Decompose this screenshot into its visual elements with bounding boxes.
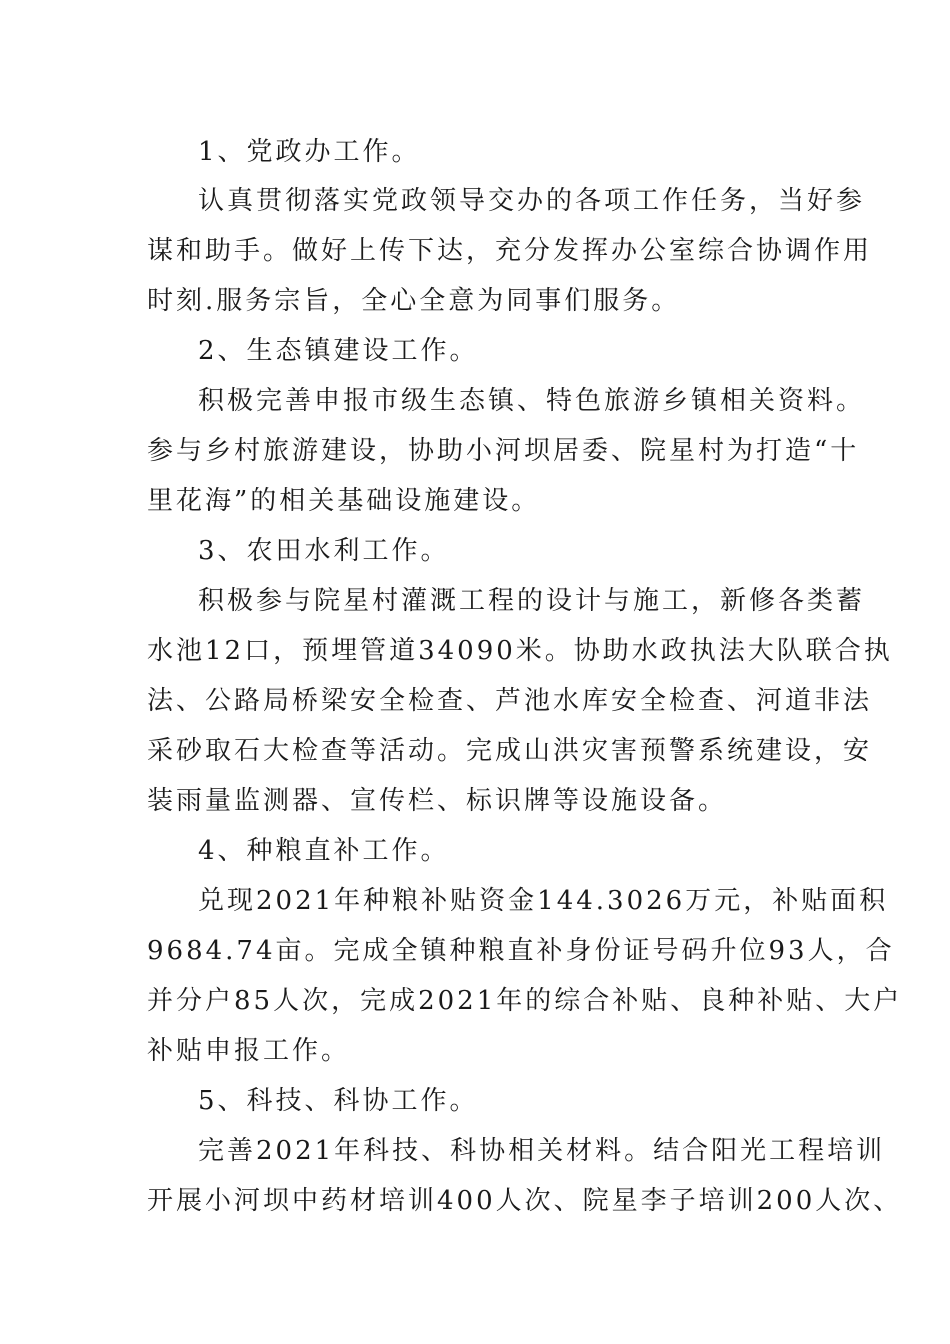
paragraph-line: 装雨量监测器、宣传栏、标识牌等设施设备。 — [147, 786, 728, 816]
paragraph-line: 法、公路局桥梁安全检查、芦池水库安全检查、河道非法 — [147, 686, 873, 716]
paragraph-line: 9684.74亩。完成全镇种粮直补身份证号码升位93人，合 — [147, 936, 895, 966]
paragraph-line: 完善2021年科技、科协相关材料。结合阳光工程培训 — [198, 1136, 886, 1166]
paragraph-line: 采砂取石大检查等活动。完成山洪灾害预警系统建设，安 — [147, 736, 873, 766]
heading-grain-subsidy: 4、种粮直补工作。 — [198, 836, 450, 866]
paragraph-line: 补贴申报工作。 — [147, 1036, 351, 1066]
paragraph-line: 参与乡村旅游建设，协助小河坝居委、院星村为打造“十 — [147, 436, 860, 466]
paragraph-line: 并分户85人次，完成2021年的综合补贴、良种补贴、大户 — [147, 986, 903, 1016]
paragraph-line: 时刻.服务宗旨，全心全意为同事们服务。 — [147, 286, 681, 316]
heading-water-conservancy: 3、农田水利工作。 — [198, 536, 450, 566]
heading-party-office: 1、党政办工作。 — [198, 137, 421, 167]
paragraph-line: 兑现2021年种粮补贴资金144.3026万元，补贴面积 — [198, 886, 889, 916]
paragraph-line: 认真贯彻落实党政领导交办的各项工作任务，当好参 — [198, 186, 866, 216]
paragraph-line: 积极参与院星村灌溉工程的设计与施工，新修各类蓄 — [198, 586, 866, 616]
paragraph-line: 积极完善申报市级生态镇、特色旅游乡镇相关资料。 — [198, 386, 866, 416]
paragraph-line: 里花海”的相关基础设施建设。 — [147, 486, 541, 516]
heading-eco-town: 2、生态镇建设工作。 — [198, 336, 479, 366]
paragraph-line: 谋和助手。做好上传下达，充分发挥办公室综合协调作用 — [147, 236, 873, 266]
paragraph-line: 水池12口，预埋管道34090米。协助水政执法大队联合执 — [147, 636, 893, 666]
paragraph-line: 开展小河坝中药材培训400人次、院星李子培训200人次、 — [147, 1186, 903, 1216]
heading-science-tech: 5、科技、科协工作。 — [198, 1086, 479, 1116]
